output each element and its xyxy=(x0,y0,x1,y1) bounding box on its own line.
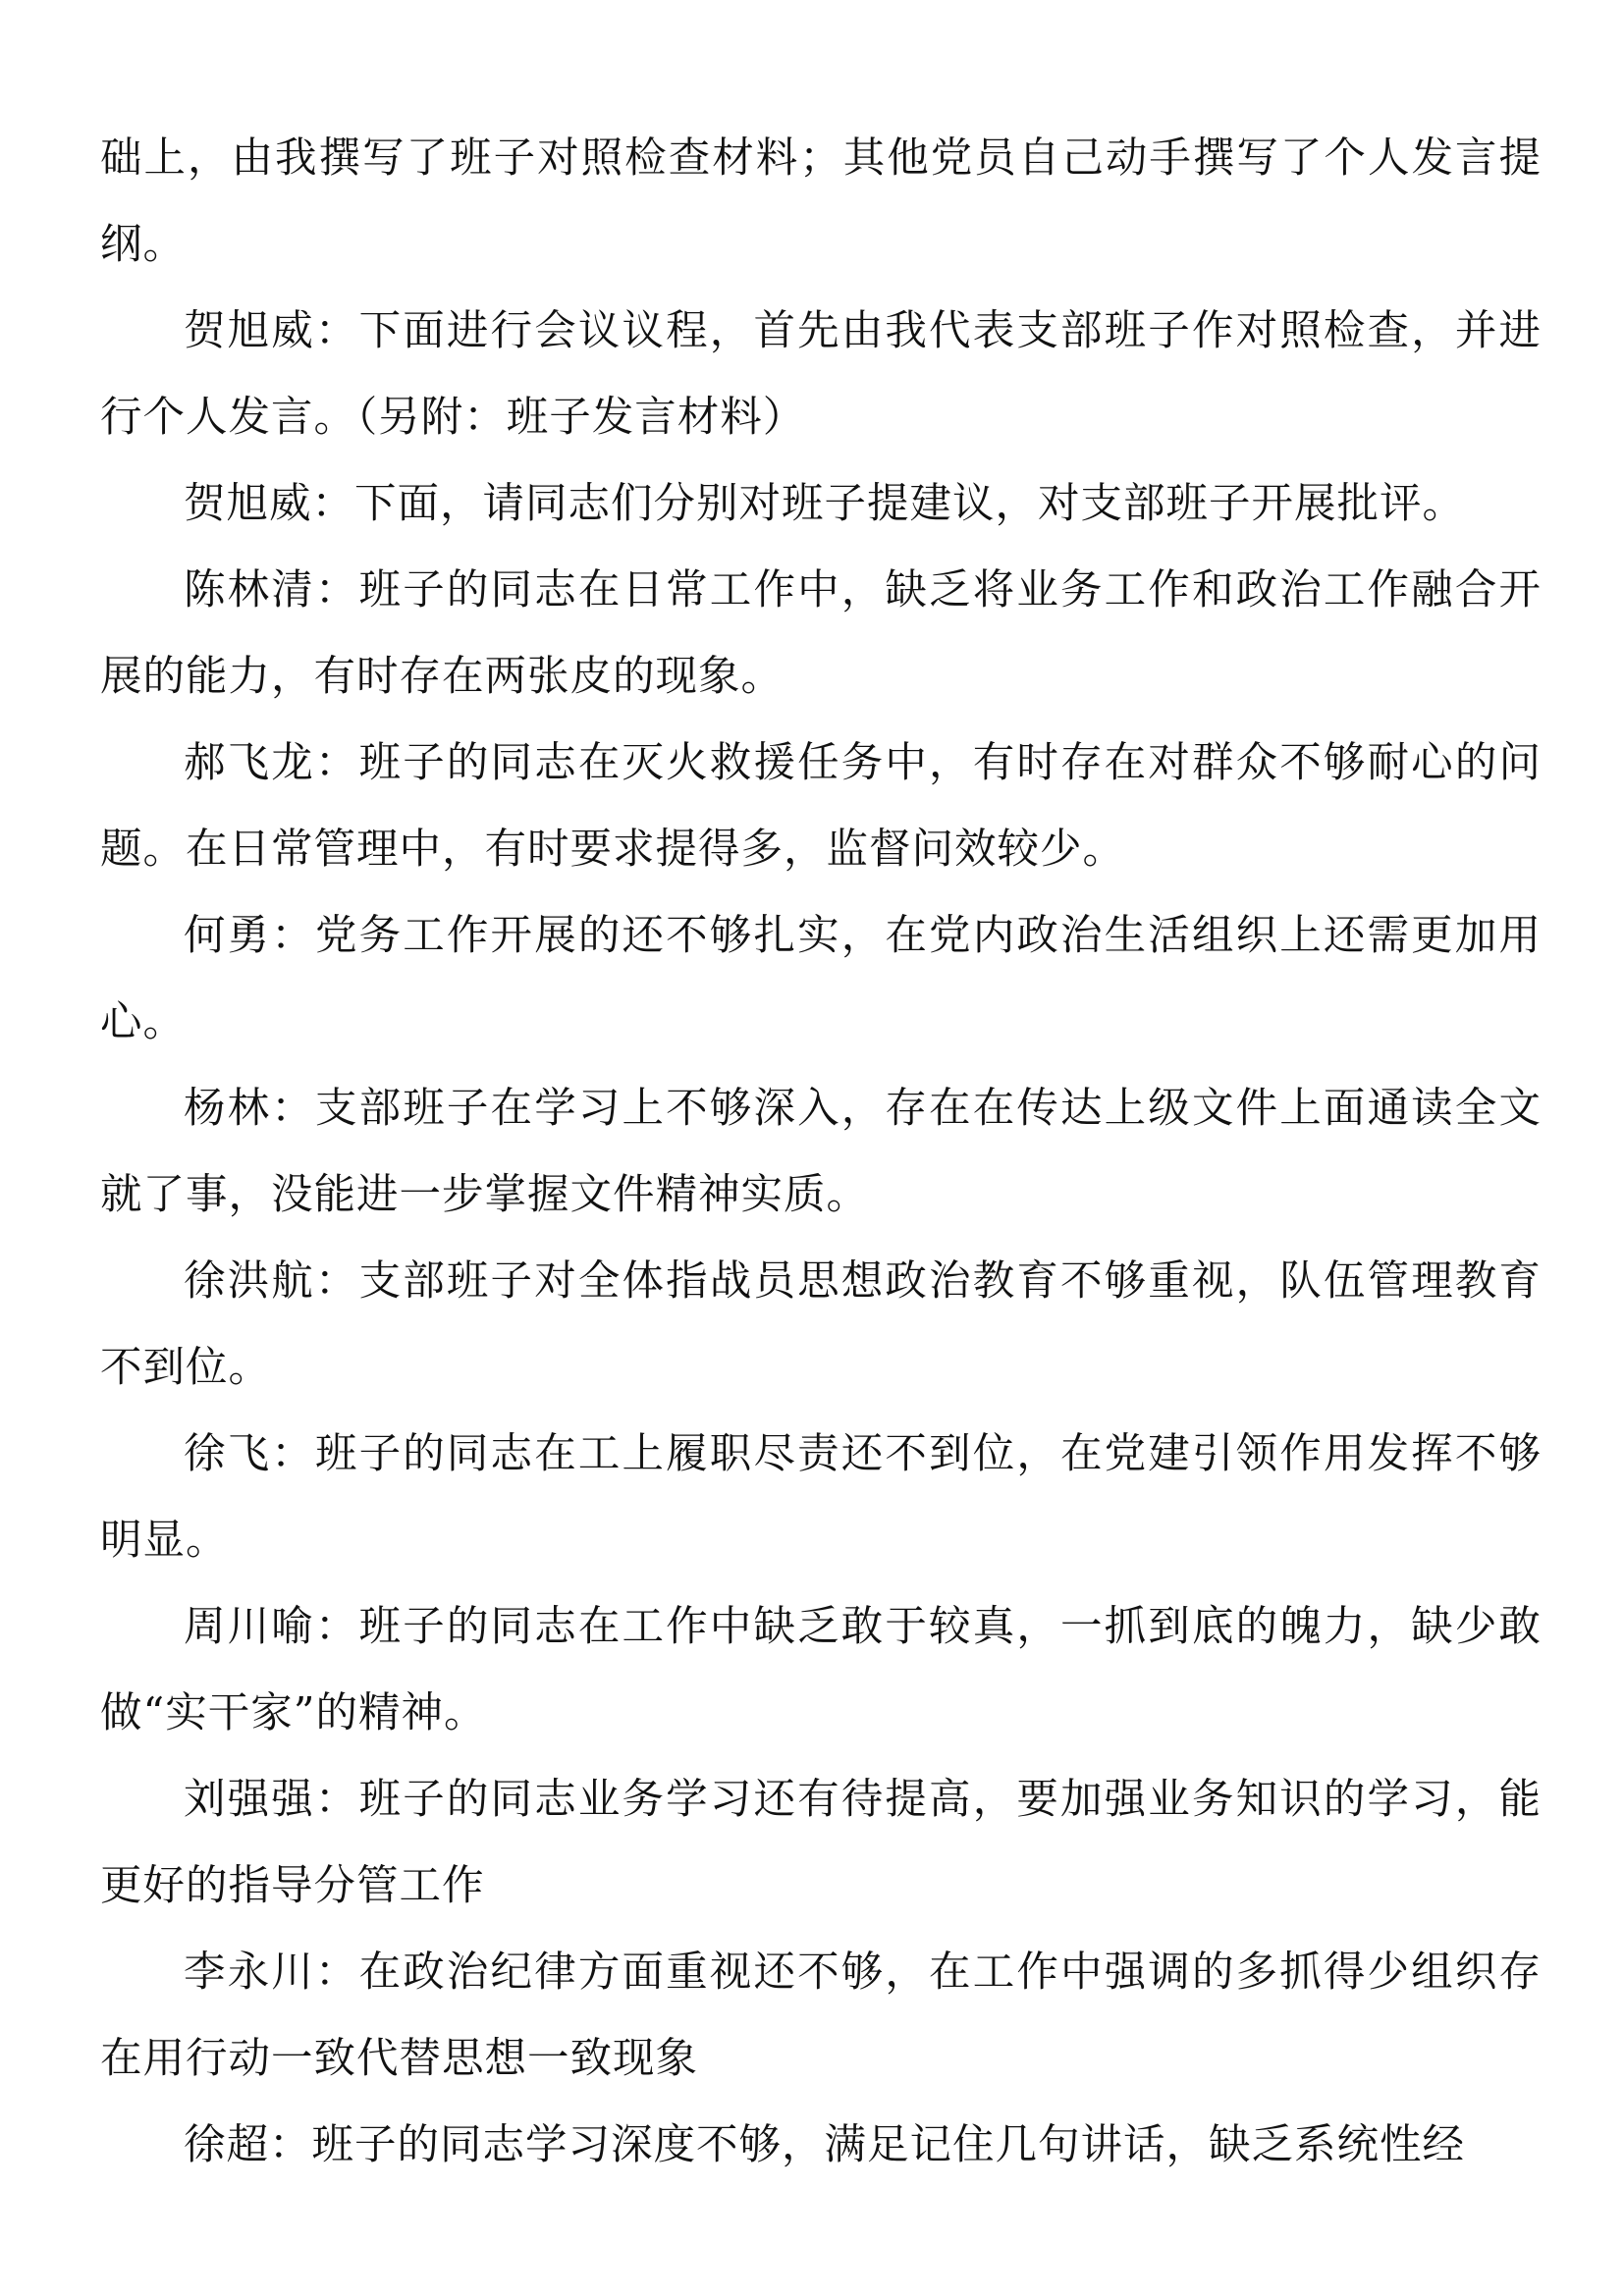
paragraph-xu-fei: 徐飞：班子的同志在工上履职尽责还不到位，在党建引领作用发挥不够明显。 xyxy=(100,1430,1542,1565)
paragraph-he-xuwei-request: 贺旭威：下面，请同志们分别对班子提建议，对支部班子开展批评。 xyxy=(184,480,1466,528)
paragraph-he-yong: 何勇：党务工作开展的还不够扎实，在党内政治生活组织上还需更加用心。 xyxy=(100,912,1542,1046)
paragraph-zhou-chuanyu: 周川喻：班子的同志在工作中缺乏敢于较真，一抓到底的魄力，缺少敢做“实干家”的精神。 xyxy=(100,1603,1542,1737)
paragraph-yang-lin: 杨林：支部班子在学习上不够深入，存在在传达上级文件上面通读全文就了事，没能进一步掌握文件精神实质。 xyxy=(100,1085,1542,1219)
paragraph-li-yongchuan: 李永川：在政治纪律方面重视还不够，在工作中强调的多抓得少组织存在用行动一致代替思想一致现象 xyxy=(100,1949,1542,2083)
paragraph-he-xuwei-agenda: 贺旭威：下面进行会议议程，首先由我代表支部班子作对照检查，并进行个人发言。（另附：班子发言材料） xyxy=(100,307,1542,442)
paragraph-continuation: 础上，由我撰写了班子对照检查材料；其他党员自己动手撰写了个人发言提纲。 xyxy=(100,134,1542,269)
paragraph-xu-honghang: 徐洪航：支部班子对全体指战员思想政治教育不够重视，队伍管理教育不到位。 xyxy=(100,1257,1542,1392)
document-body xyxy=(100,116,1542,2189)
paragraph-xu-chao: 徐超：班子的同志学习深度不够，满足记住几句讲话，缺乏系统性经 xyxy=(184,2121,1466,2169)
paragraph-chen-linqing: 陈林清：班子的同志在日常工作中，缺乏将业务工作和政治工作融合开展的能力，有时存在两张皮的现象。 xyxy=(100,566,1542,701)
paragraph-liu-qiangqiang: 刘强强：班子的同志业务学习还有待提高，要加强业务知识的学习，能更好的指导分管工作 xyxy=(100,1776,1542,1910)
paragraph-hao-feilong: 郝飞龙：班子的同志在灭火救援任务中，有时存在对群众不够耐心的问题。在日常管理中，有时要求提得多，监督问效较少。 xyxy=(100,739,1542,874)
